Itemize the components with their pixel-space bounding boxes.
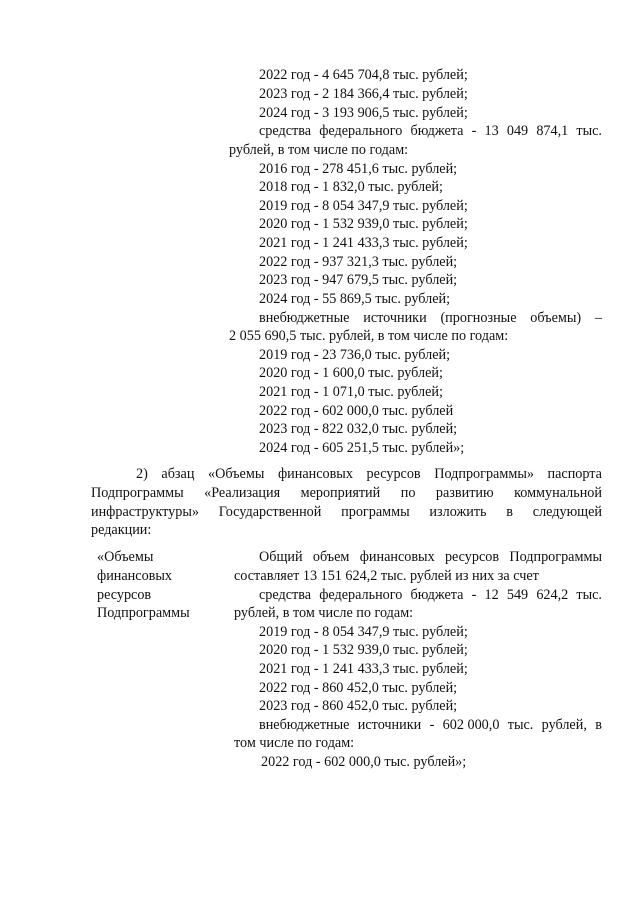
- table-content-line: Общий объем финансовых ресурсов Подпрограммы: [259, 549, 602, 565]
- table-federal-line: средства федерального бюджета - 12 549 624,2 тыс.: [259, 587, 602, 603]
- year-line: 2023 год - 860 452,0 тыс. рублей;: [259, 698, 458, 714]
- paragraph-line: инфраструктуры» Государственной программы изложить в следующей: [91, 504, 602, 520]
- year-line: 2022 год - 937 321,3 тыс. рублей;: [259, 254, 458, 270]
- table-extra-line: внебюджетные источники - 602 000,0 тыс. рублей, в: [259, 717, 602, 733]
- year-line: 2021 год - 1 071,0 тыс. рублей;: [259, 384, 443, 400]
- paragraph-line: редакции:: [91, 522, 152, 538]
- table-content-line: рублей, в том числе по годам:: [234, 605, 414, 621]
- year-line: 2023 год - 822 032,0 тыс. рублей;: [259, 421, 458, 437]
- table-content-line: составляет 13 151 624,2 тыс. рублей из них за счет: [234, 568, 539, 584]
- table-label-line: Подпрограммы: [97, 605, 190, 621]
- year-line: 2022 год - 860 452,0 тыс. рублей;: [259, 680, 458, 696]
- text-line: 2022 год - 4 645 704,8 тыс. рублей;: [259, 67, 468, 83]
- year-line: 2019 год - 23 736,0 тыс. рублей;: [259, 347, 451, 363]
- table-label-line: «Объемы: [97, 549, 154, 565]
- year-line: 2018 год - 1 832,0 тыс. рублей;: [259, 179, 443, 195]
- year-line: 2020 год - 1 532 939,0 тыс. рублей;: [259, 216, 468, 232]
- text-line: 2024 год - 3 193 906,5 тыс. рублей;: [259, 105, 468, 121]
- year-line: 2021 год - 1 241 433,3 тыс. рублей;: [259, 235, 468, 251]
- year-line: 2016 год - 278 451,6 тыс. рублей;: [259, 161, 458, 177]
- text-line: 2023 год - 2 184 366,4 тыс. рублей;: [259, 86, 468, 102]
- year-line: 2019 год - 8 054 347,9 тыс. рублей;: [259, 624, 468, 640]
- table-label-line: финансовых: [97, 568, 172, 584]
- year-line: 2021 год - 1 241 433,3 тыс. рублей;: [259, 661, 468, 677]
- paragraph-line: Подпрограммы «Реализация мероприятий по развитию коммунальной: [91, 485, 602, 501]
- year-line: 2024 год - 605 251,5 тыс. рублей»;: [259, 440, 465, 456]
- extra-budget-line: внебюджетные источники (прогнозные объемы) –: [259, 310, 602, 326]
- text-line: рублей, в том числе по годам:: [229, 142, 409, 158]
- text-line: 2 055 690,5 тыс. рублей, в том числе по годам:: [229, 328, 509, 344]
- year-line: 2020 год - 1 600,0 тыс. рублей;: [259, 365, 443, 381]
- table-content-line: том числе по годам:: [234, 735, 355, 751]
- year-line: 2022 год - 602 000,0 тыс. рублей»;: [261, 754, 467, 770]
- year-line: 2020 год - 1 532 939,0 тыс. рублей;: [259, 642, 468, 658]
- year-line: 2023 год - 947 679,5 тыс. рублей;: [259, 272, 458, 288]
- year-line: 2022 год - 602 000,0 тыс. рублей: [259, 403, 454, 419]
- table-label-line: ресурсов: [97, 587, 152, 603]
- federal-budget-line: средства федерального бюджета - 13 049 874,1 тыс.: [259, 123, 602, 139]
- year-line: 2024 год - 55 869,5 тыс. рублей;: [259, 291, 451, 307]
- year-line: 2019 год - 8 054 347,9 тыс. рублей;: [259, 198, 468, 214]
- paragraph-line: 2) абзац «Объемы финансовых ресурсов Подпрограммы» паспорта: [136, 466, 602, 482]
